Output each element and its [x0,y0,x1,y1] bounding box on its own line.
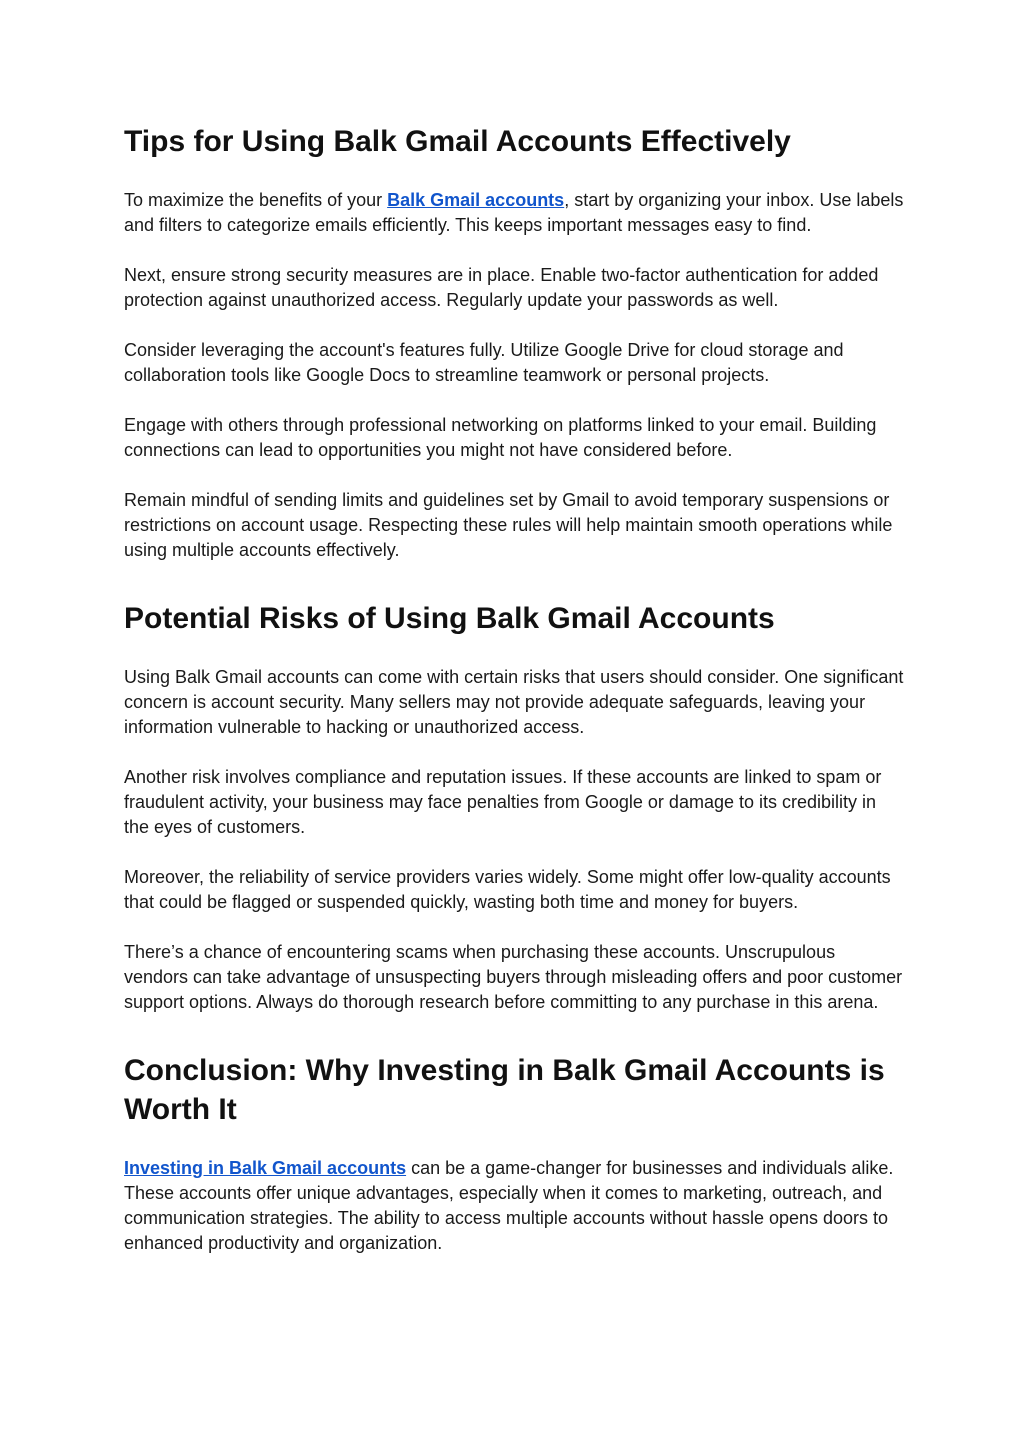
tips-paragraph-5: Remain mindful of sending limits and guidelines set by Gmail to avoid temporary suspensions or restrictions on account usage. Respecting these rules will help maintain smooth operations while using multiple accounts effectively. [124,490,893,560]
tips-p1-text-before: To maximize the benefits of your [124,190,388,210]
risks-paragraph-2: Another risk involves compliance and reputation issues. If these accounts are linked to spam or fraudulent activity, your business may face penalties from Google or damage to its credibility in the eyes of customers. [124,767,882,837]
section-heading-risks: Potential Risks of Using Balk Gmail Accounts [124,602,775,635]
section-heading-conclusion: Conclusion: Why Investing in Balk Gmail Accounts is Worth It [124,1054,885,1126]
tips-paragraph-2: Next, ensure strong security measures are in place. Enable two-factor authentication for added protection against unauthorized access. Regularly update your passwords as well. [124,265,879,310]
tips-paragraph-3: Consider leveraging the account's features fully. Utilize Google Drive for cloud storage and collaboration tools like Google Docs to streamline teamwork or personal projects. [124,340,844,385]
investing-in-balk-gmail-accounts-link[interactable]: Investing in Balk Gmail accounts [124,1158,407,1178]
balk-gmail-accounts-link[interactable]: Balk Gmail accounts [387,190,565,210]
section-heading-tips: Tips for Using Balk Gmail Accounts Effectively [124,125,791,158]
tips-paragraph-4: Engage with others through professional networking on platforms linked to your email. Building connections can lead to opportunities you might not have considered before. [124,415,877,460]
conclusion-paragraph-1 [124,1156,904,1256]
conclusion-p1-text-after: can be a game-changer for businesses and individuals alike. These accounts offer unique advantages, especially when it comes to marketing, outreach, and communication strategies. The ability to access multiple accounts without hassle opens doors to enhanced productivity and organization. [124,1158,894,1253]
tips-paragraph-1 [124,188,904,238]
risks-paragraph-1: Using Balk Gmail accounts can come with certain risks that users should consider. One significant concern is account security. Many sellers may not provide adequate safeguards, leaving your information vulnerable to hacking or unauthorized access. [124,667,904,737]
risks-paragraph-3: Moreover, the reliability of service providers varies widely. Some might offer low-quality accounts that could be flagged or suspended quickly, wasting both time and money for buyers. [124,867,891,912]
document-page [124,122,904,1256]
risks-paragraph-4: There’s a chance of encountering scams when purchasing these accounts. Unscrupulous vendors can take advantage of unsuspecting buyers through misleading offers and poor customer support options. Always do thorough research before committing to any purchase in this arena. [124,942,903,1012]
tips-p1-text-after: , start by organizing your inbox. Use labels and filters to categorize emails efficiently. This keeps important messages easy to find. [124,190,904,235]
